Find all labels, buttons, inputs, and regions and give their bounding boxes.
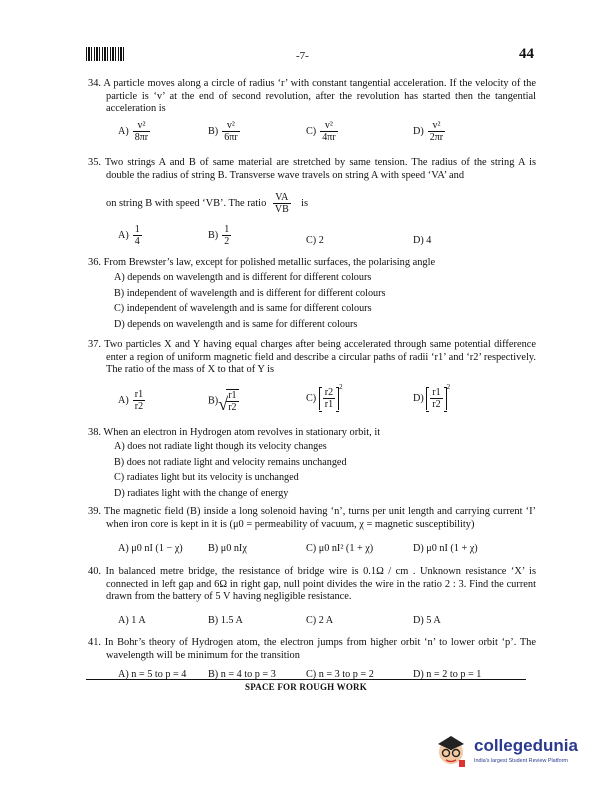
- exponent: 2: [446, 383, 451, 391]
- option-b: B) n = 4 to p = 3: [208, 669, 276, 680]
- option-a-den: r2: [134, 401, 144, 412]
- exponent: 2: [339, 383, 343, 391]
- question-38-text: 38. When an electron in Hydrogen atom revolves in stationary orbit, it: [88, 427, 381, 438]
- question-36: [88, 257, 536, 270]
- option-c: C) n = 3 to p = 2: [306, 669, 374, 680]
- option-d-label: D): [413, 125, 424, 137]
- question-38: [88, 427, 536, 440]
- option-d: D) μ0 nI (1 + χ): [413, 543, 478, 554]
- option-c-num: r2: [324, 387, 334, 398]
- option-b-label: B): [208, 395, 219, 407]
- question-34: [88, 78, 536, 116]
- question-40: [88, 566, 536, 604]
- option-d-den: r2: [432, 399, 441, 410]
- option-c-num: v²: [320, 120, 337, 132]
- option-a: A) does not radiate light though its velocity changes: [114, 441, 327, 452]
- option-a-label: A): [118, 394, 129, 406]
- sqrt-icon: √ $\frac{r1}{r2}$: [218, 390, 237, 414]
- option-d: D) 5 A: [413, 615, 441, 626]
- question-34-text: 34. A particle moves along a circle of radius ‘r’ with constant tangential acceleration. If the velocity of the particle is ‘v’ at the end of second revolution, after the revolution has started then the tangential acceleration is: [88, 78, 536, 115]
- option-c-den: 4πr: [322, 132, 336, 143]
- bracket-icon: [319, 387, 339, 410]
- option-b-label: B): [208, 229, 219, 241]
- bracket-icon: [426, 387, 446, 410]
- question-35-text3: is: [301, 197, 309, 209]
- option-b-den: 2: [224, 236, 230, 247]
- option-a-num: 1: [134, 224, 140, 235]
- logo-name: collegedunia: [474, 736, 578, 755]
- option-b-num: r1: [228, 390, 237, 401]
- option-a: A) depends on wavelength and is different for different colours: [114, 272, 372, 283]
- option-a-label: A): [118, 125, 129, 137]
- question-41-text: 41. In Bohr’s theory of Hydrogen atom, the electron jumps from higher orbit ‘n’ to lower orbit ‘p’. The wavelength will be minimum for the transition: [88, 637, 536, 661]
- mascot-icon: [434, 730, 468, 768]
- option-b: B) independent of wavelength and is different for different colours: [114, 287, 386, 299]
- question-37-text: 37. Two particles X and Y having equal charges after being accelerated through same potential difference enter a region of uniform magnetic field and describe a circular paths of radii ‘r1’ and ‘r2’ respectively. The ratio of the mass of X to that of Y is: [88, 339, 536, 376]
- option-a: A) μ0 nI (1 − χ): [118, 543, 183, 554]
- ratio-num: VA: [273, 192, 291, 204]
- option-d-num: v²: [428, 120, 445, 132]
- option-a-num: r1: [134, 389, 144, 400]
- question-35: [88, 157, 536, 182]
- question-41: [88, 637, 536, 662]
- option-d: D) 4: [413, 235, 432, 246]
- question-39-text: 39. The magnetic field (B) inside a long solenoid having ‘n’, turns per unit length and carrying current ‘I’ when iron core is kept in it is (μ0 = permeability of vacuum, χ = magnetic susceptibility): [88, 506, 536, 530]
- page-number: -7-: [296, 50, 309, 62]
- paper-code: 44: [519, 46, 534, 62]
- option-c: C) μ0 nI² (1 + χ): [306, 543, 374, 554]
- option-b: B) does not radiate light and velocity remains unchanged: [114, 456, 347, 468]
- question-36-text: 36. From Brewster’s law, except for polished metallic surfaces, the polarising angle: [88, 257, 436, 268]
- option-b-den: 6πr: [224, 132, 238, 143]
- option-a: A) n = 5 to p = 4: [118, 669, 187, 680]
- collegedunia-logo: [434, 730, 594, 772]
- option-c: C) 2 A: [306, 615, 334, 626]
- option-d: D) n = 2 to p = 1: [413, 669, 482, 680]
- option-b: B) 1.5 A: [208, 615, 243, 626]
- option-d-num: r1: [432, 387, 441, 398]
- option-c-den: r1: [324, 399, 334, 410]
- question-40-text: 40. In balanced metre bridge, the resistance of bridge wire is 0.1Ω / cm . Unknown resistance ‘X’ is connected in left gap and 6Ω in right gap, null point divides the wire in the ratio 2 : 3. Find the current drawn from the battery of 5 V having negligible resistance.: [88, 566, 536, 603]
- rough-work-label: SPACE FOR ROUGH WORK: [245, 682, 367, 692]
- option-b-den: r2: [228, 402, 237, 413]
- option-a-label: A): [118, 229, 129, 241]
- question-35-text2: on string B with speed ‘VB’. The ratio: [106, 197, 267, 209]
- option-d: D) depends on wavelength and is same for different colours: [114, 318, 358, 330]
- question-36-options: [114, 270, 534, 332]
- option-a-num: v²: [133, 120, 150, 132]
- option-c: C) radiates light but its velocity is unchanged: [114, 472, 299, 484]
- option-b-num: 1: [224, 224, 230, 235]
- option-c: C) 2: [306, 235, 324, 246]
- question-38-options: [114, 439, 534, 501]
- question-35-text: 35. Two strings A and B of same material are stretched by same tension. The radius of the string A is double the radius of string B. Transverse wave travels on string A with speed ‘VA’ and: [88, 157, 536, 181]
- option-d-den: 2πr: [429, 132, 444, 143]
- option-b-num: v²: [222, 120, 239, 132]
- option-a-den: 4: [134, 236, 140, 247]
- barcode-icon: [86, 47, 124, 61]
- ratio-den: VB: [274, 204, 289, 215]
- option-c: C) independent of wavelength and is same for different colours: [114, 303, 372, 315]
- option-c-label: C): [306, 392, 317, 404]
- question-37: [88, 339, 536, 377]
- option-d: D) radiates light with the change of energy: [114, 487, 289, 499]
- question-35-line2: [106, 192, 526, 215]
- option-c-label: C): [306, 125, 317, 137]
- option-a-den: 8πr: [134, 132, 149, 143]
- option-b-label: B): [208, 125, 219, 137]
- logo-tagline: India's largest Student Review Platform: [474, 758, 568, 764]
- option-d-label: D): [413, 392, 424, 404]
- option-b: B) μ0 nIχ: [208, 543, 247, 554]
- rough-work-footer: [86, 679, 526, 692]
- option-a: A) 1 A: [118, 615, 146, 626]
- question-39: [88, 506, 536, 531]
